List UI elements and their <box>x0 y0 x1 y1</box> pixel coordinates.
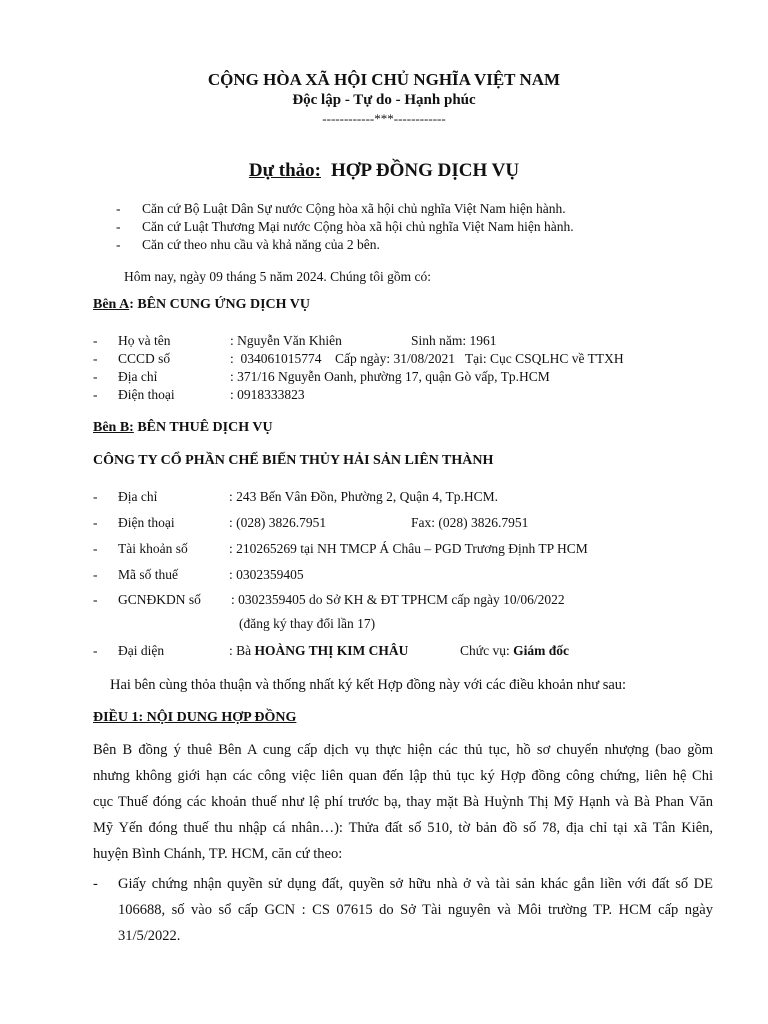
party-a-row: - Địa chỉ : 371/16 Nguyễn Oanh, phường 17, quận Gò vấp, Tp.HCM <box>93 369 550 384</box>
article-1-bullet-dash: - <box>93 876 98 892</box>
representative-name: HOÀNG THỊ KIM CHÂU <box>254 643 409 658</box>
party-b-row: - Mã số thuế : 0302359405 <box>93 567 304 582</box>
party-b-company: CÔNG TY CỔ PHẦN CHẾ BIẾN THỦY HẢI SẢN LIÊN THÀNH <box>93 453 494 468</box>
article-1-line: huyện Bình Chánh, TP. HCM, căn cứ theo: <box>93 846 343 862</box>
country-header: CỘNG HÒA XÃ HỘI CHỦ NGHĨA VIỆT NAM <box>207 70 561 89</box>
header-separator: ------------***------------ <box>322 111 446 126</box>
draft-label: Dự thảo: <box>248 160 321 181</box>
article-1-bullet-line: 106688, số vào sổ cấp GCN : CS 07615 do Sở Tài nguyên và Môi trường TP. HCM cấp ngày <box>118 902 713 918</box>
party-a-heading: Bên A: BÊN CUNG ỨNG DỊCH VỤ <box>93 297 311 312</box>
party-b-row: - Tài khoản số : 210265269 tại NH TMCP Á Châu – PGD Trương Định TP HCM <box>93 541 588 556</box>
representative-position: Giám đốc <box>513 643 569 658</box>
party-a-row: - Họ và tên : Nguyễn Văn Khiên Sinh năm: 1961 <box>93 333 497 348</box>
party-b-row: - Điện thoại : (028) 3826.7951 Fax: (028) 3826.7951 <box>93 515 529 530</box>
party-a-row: - Điện thoại : 0918333823 <box>93 387 305 402</box>
agreement-text: Hai bên cùng thỏa thuận và thống nhất ký kết Hợp đồng này với các điều khoản như sau: <box>110 677 627 693</box>
party-a-row: - CCCD số : 034061015774 Cấp ngày: 31/08/2021 Tại: Cục CSQLHC về TTXH <box>93 351 624 366</box>
basis-item: - Căn cứ theo nhu cầu và khả năng của 2 bên. <box>116 237 380 252</box>
party-b-heading: Bên B: BÊN THUÊ DỊCH VỤ <box>93 420 273 435</box>
registration-note: (đăng ký thay đổi lần 17) <box>239 616 376 631</box>
article-1-line: Bên B đồng ý thuê Bên A cung cấp dịch vụ thực hiện các thủ tục, hồ sơ chuyển nhượng (bao gồm <box>93 742 713 758</box>
article-1-bullet-line: 31/5/2022. <box>118 928 181 944</box>
party-b-row: - Địa chỉ : 243 Bến Vân Đồn, Phường 2, Quận 4, Tp.HCM. <box>93 489 498 504</box>
party-b-row: - Đại diện : Bà HOÀNG THỊ KIM CHÂU Chức vụ: Giám đốc <box>93 643 569 658</box>
article-1-line: nhưng không giới hạn các công việc liên quan đến lập thủ tục ký Hợp đồng công chứng, liên hệ Chi <box>93 768 713 784</box>
intro-text: Hôm nay, ngày 09 tháng 5 năm 2024. Chúng tôi gồm có: <box>124 269 431 284</box>
basis-item: - Căn cứ Luật Thương Mại nước Cộng hòa xã hội chủ nghĩa Việt Nam hiện hành. <box>116 219 574 234</box>
contract-name: HỢP ĐỒNG DỊCH VỤ <box>331 160 520 181</box>
basis-item: - Căn cứ Bộ Luật Dân Sự nước Cộng hòa xã hội chủ nghĩa Việt Nam hiện hành. <box>116 201 566 216</box>
national-motto: Độc lập - Tự do - Hạnh phúc <box>292 92 476 108</box>
contract-title <box>0 160 768 182</box>
article-1-line: cục Thuế đóng các khoản thuế như lệ phí trước bạ, thay mặt Bà Huỳnh Thị Mỹ Hạnh và Bà Phan Văn <box>93 794 713 810</box>
article-1-bullet-line: Giấy chứng nhận quyền sử dụng đất, quyền sở hữu nhà ở và tài sản khác gắn liền với đất số DE <box>118 876 713 892</box>
article-1-line: Mỹ Yến đóng thuế thu nhập cá nhân…): Thửa đất số 510, tờ bản đồ số 78, địa chỉ tại xã Tân Kiên, <box>93 820 713 836</box>
article-1-heading: ĐIỀU 1: NỘI DUNG HỢP ĐỒNG <box>93 710 297 725</box>
party-b-row: - GCNĐKDN số : 0302359405 do Sở KH & ĐT TPHCM cấp ngày 10/06/2022 <box>93 592 565 607</box>
